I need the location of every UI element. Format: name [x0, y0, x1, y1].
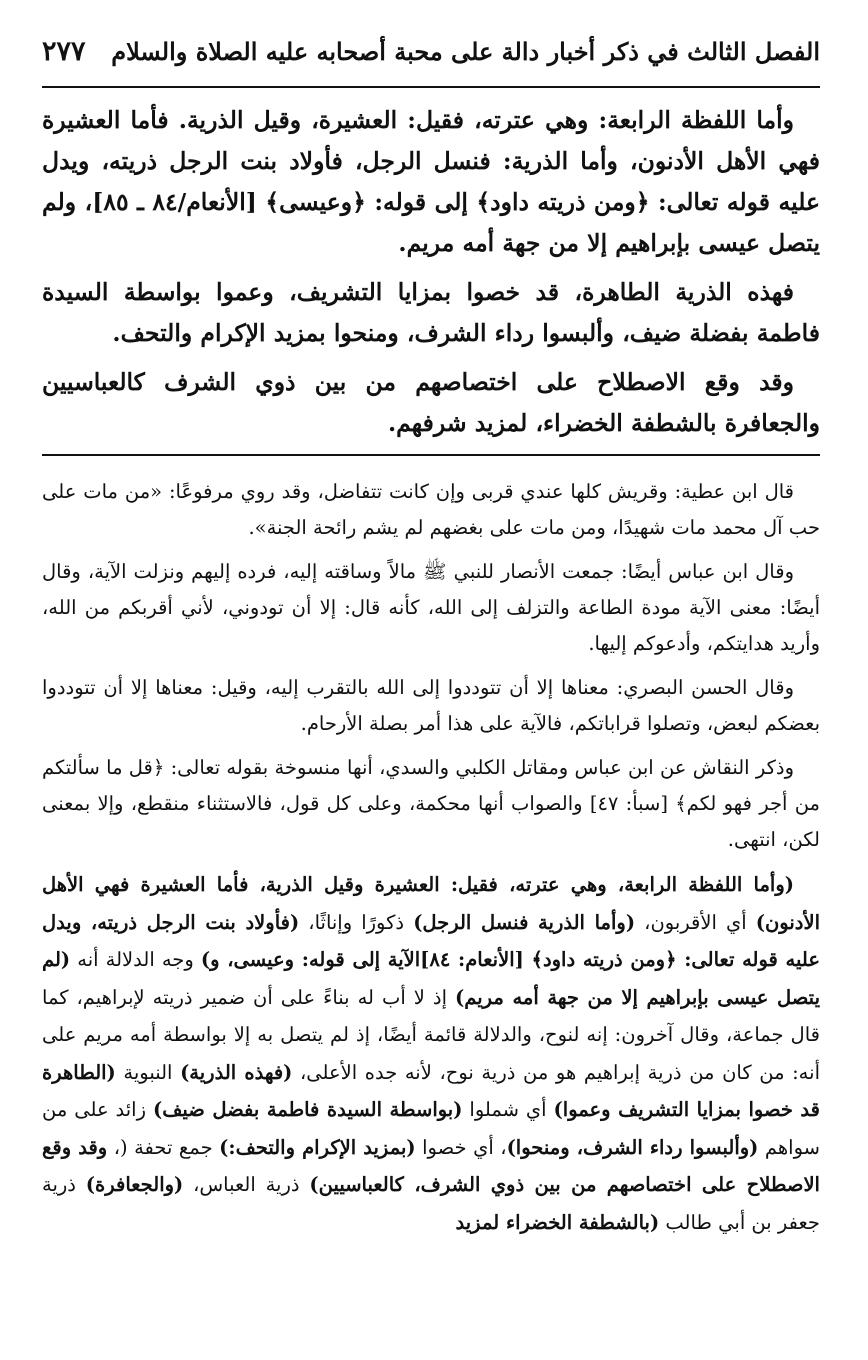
- commentary-segment: (وأما الذرية فنسل الرجل): [413, 910, 636, 934]
- commentary-paragraph-3: وقال الحسن البصري: معناها إلا أن تتوددوا إلى الله بالتقرب إليه، وقيل: معناها إلا أن تتوددوا بعضكم لبعض، وتصلوا قراباتكم، فالآية على هذا أمر بصلة الأرحام.: [42, 676, 820, 735]
- commentary: [42, 474, 820, 1241]
- commentary-segment: أي شملوا: [462, 1098, 554, 1121]
- commentary-segment: ذرية العباس،: [183, 1173, 310, 1196]
- separator-rule: [42, 454, 820, 456]
- commentary-segment: (فأولاد بنت الرجل ذريته، ويدل عليه قوله تعالى: ﴿ومن ذريته داود﴾ [الأنعام: ٨٤]الآية إلى قوله: وعيسى، و): [42, 910, 820, 971]
- commentary-segment: أي الأقربون،: [635, 910, 756, 934]
- page-header: [42, 36, 820, 80]
- commentary-segment: (بمزيد الإكرام والتحف:): [219, 1135, 416, 1159]
- main-paragraph-3: وقد وقع الاصطلاح على اختصاصهم من بين ذوي الشرف كالعباسيين والجعافرة بالشطفة الخضراء، لمزيد شرفهم.: [42, 368, 820, 437]
- commentary-segment: (الطاهرة قد خصوا بمزايا التشريف وعموا): [42, 1060, 820, 1121]
- main-text: [42, 100, 820, 444]
- commentary-segment: إذ لا أب له بناءً على أن ضمير ذريته لإبراهيم، كما قال جماعة، وقال آخرون: إنه لنوح، والدلالة قائمة أيضًا، إذ لم يتصل به إلا بواسطة أمه مريم على أنه: من كان من ذرية إبراهيم هو من ذرية نوح، لأنه جده الأعلى،: [42, 985, 820, 1084]
- main-paragraph-2: فهذه الذرية الطاهرة، قد خصوا بمزايا التشريف، وعموا بواسطة السيدة فاطمة بفضلة ضيف، وألبسوا رداء الشرف، ومنحوا بمزيد الإكرام والتحف.: [42, 278, 820, 347]
- commentary-segment: (بواسطة السيدة فاطمة بفضل ضيف): [152, 1098, 463, 1121]
- page-number: ٢٧٧: [42, 36, 86, 67]
- commentary-segment: زائد على من سواهم: [42, 1098, 821, 1159]
- commentary-segment: (بالشطفة الخضراء لمزيد: [455, 1210, 660, 1234]
- header-rule: [42, 86, 820, 88]
- commentary-segment: (وأما اللفظة الرابعة، وهي عترته، فقيل: العشيرة وقيل الذرية، فأما العشيرة فهي الأهل الأدنون): [42, 873, 821, 934]
- commentary-paragraph-2: وقال ابن عباس أيضًا: جمعت الأنصار للنبي ﷺ مالاً وساقته إليه، فرده إليهم ونزلت الآية، وقال أيضًا: معنى الآية مودة الطاعة والتزلف إلى الله، كأنه قال: إلا أن تودوني، لأني أقربكم من الله، وأريد هدايتكم، وأدعوكم إليها.: [42, 560, 820, 655]
- commentary-segment: ذرية جعفر بن أبي طالب: [42, 1173, 820, 1234]
- main-paragraph-1: وأما اللفظة الرابعة: وهي عترته، فقيل: العشيرة، وقيل الذرية. فأما العشيرة فهي الأهل الأدنون، وأما الذرية: فنسل الرجل، فأولاد بنت الرجل ذريته، ويدل عليه قوله تعالى: ﴿ومن ذريته داود﴾ إلى قوله: ﴿وعيسى﴾ [الأنعام/٨٤ ـ ٨٥]، ولم يتصل عيسى بإبراهيم إلا من جهة أمه مريم.: [42, 106, 821, 257]
- commentary-paragraph-5: [42, 866, 820, 1241]
- commentary-segment: وجه الدلالة أنه: [70, 948, 201, 971]
- commentary-paragraph-4: وذكر النقاش عن ابن عباس ومقاتل الكلبي والسدي، أنها منسوخة بقوله تعالى: ﴿قل ما سألتكم من أجر فهو لكم﴾ [سبأ: ٤٧] والصواب أنها محكمة، وعلى كل قول، فالاستثناء منقطع، وإلا بمعنى لكن، انتهى.: [42, 756, 820, 851]
- commentary-segment: (وألبسوا رداء الشرف، ومنحوا): [506, 1135, 759, 1159]
- commentary-segment: جمع تحفة (،: [107, 1135, 220, 1159]
- commentary-segment: ذكورًا وإناثًا،: [299, 910, 414, 934]
- commentary-segment: (لم يتصل عيسى بإبراهيم إلا من جهة أمه مريم): [42, 948, 820, 1009]
- commentary-segment: (والجعافرة): [85, 1173, 184, 1196]
- commentary-segment: ، أي خصوا: [415, 1135, 507, 1159]
- header-title: الفصل الثالث في ذكر أخبار دالة على محبة أصحابه عليه الصلاة والسلام: [111, 37, 820, 66]
- commentary-segment: (فهذه الذرية): [180, 1060, 293, 1084]
- commentary-paragraph-1: قال ابن عطية: وقريش كلها عندي قربى وإن كانت تتفاضل، وقد روي مرفوعًا: «من مات على حب آل محمد مات شهيدًا، ومن مات على بغضهم لم يشم رائحة الجنة».: [42, 480, 820, 539]
- commentary-segment: وقد وقع الاصطلاح على اختصاصهم من بين ذوي الشرف، كالعباسيين): [42, 1135, 820, 1196]
- commentary-segment: النبوية: [115, 1060, 181, 1084]
